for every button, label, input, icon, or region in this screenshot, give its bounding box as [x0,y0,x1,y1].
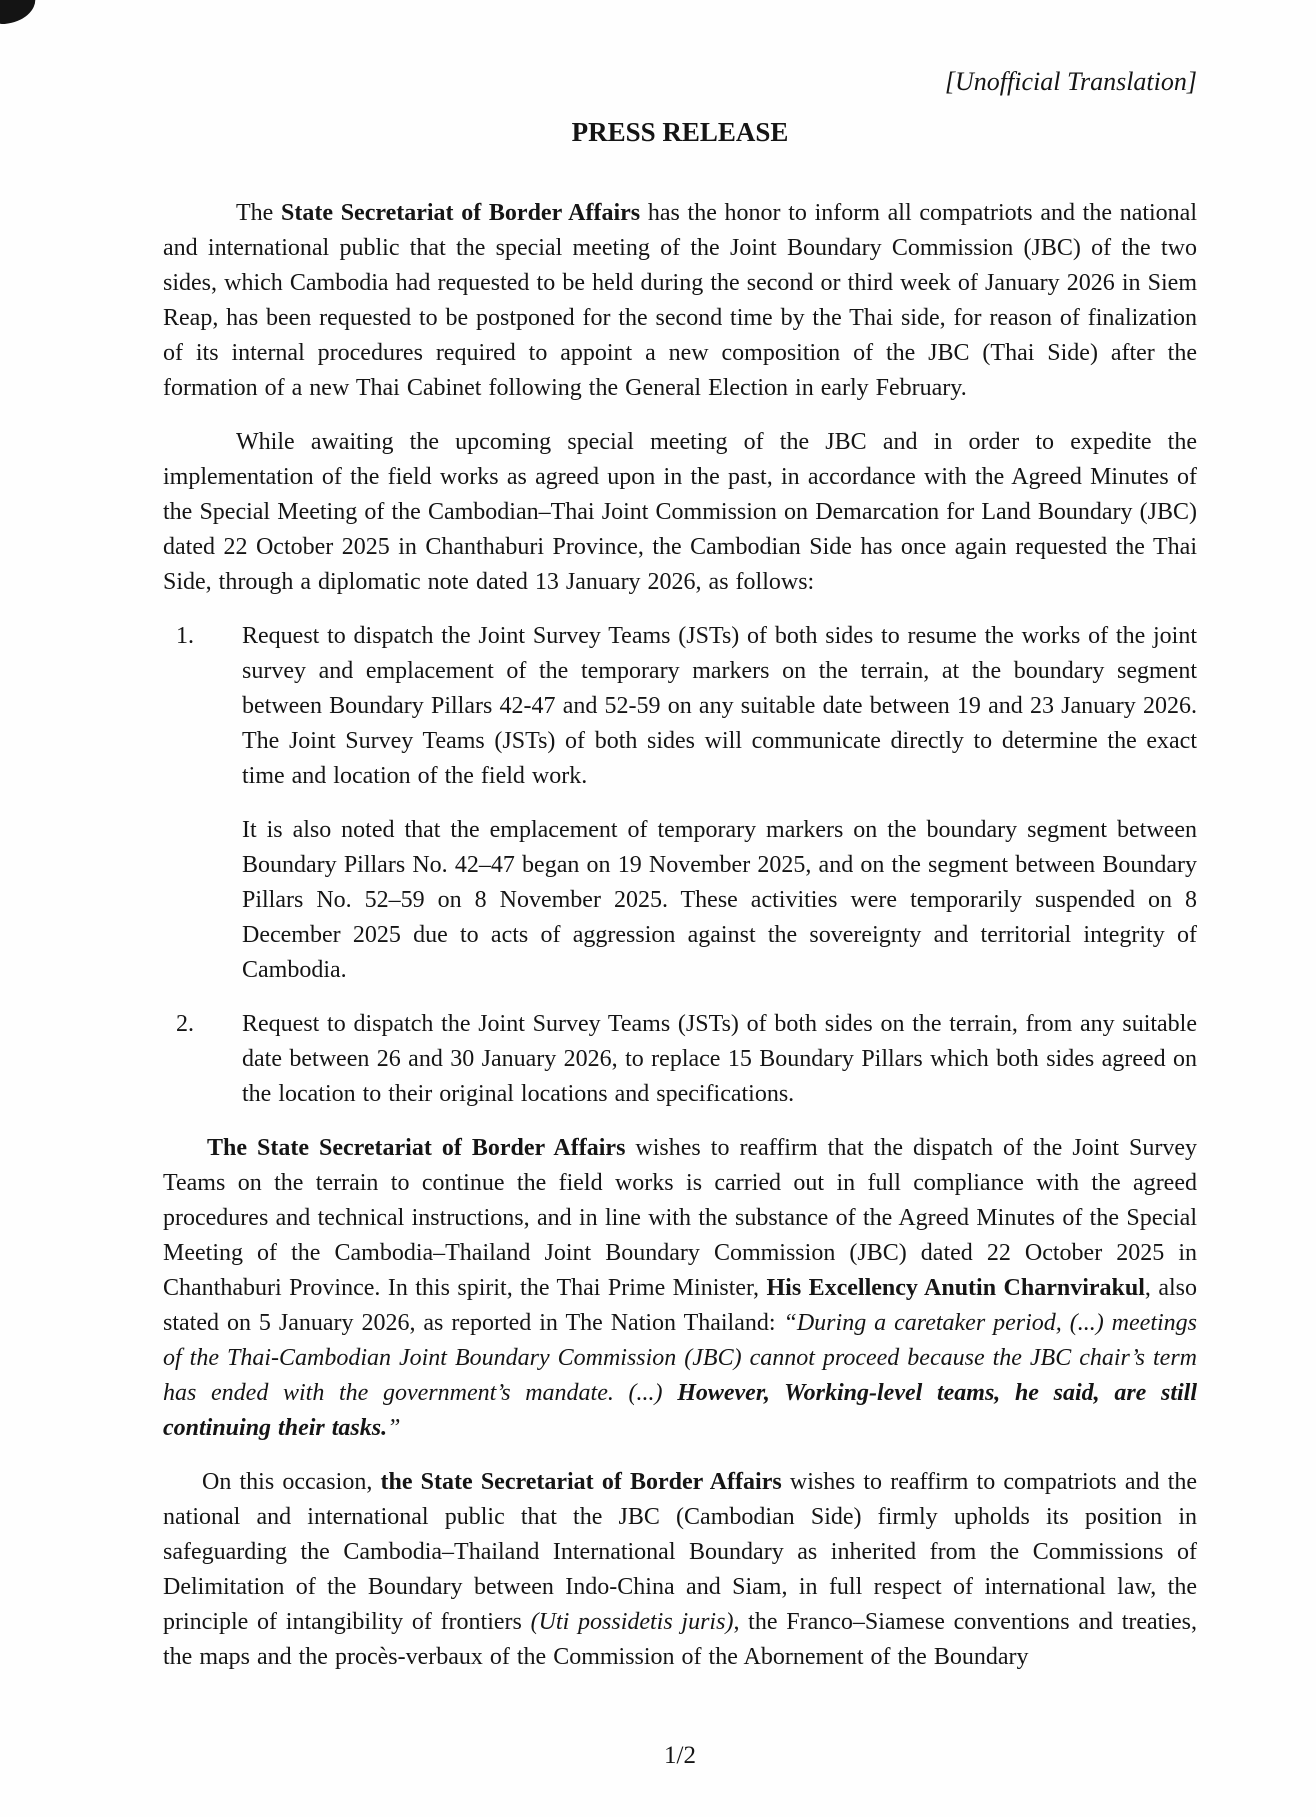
text-run-italic: (Uti possidetis juris) [530,1609,734,1635]
paragraph-reaffirm [163,1131,1197,1446]
text-run: wishes to reaffirm to compatriots and the national and international public that the JBC (Cambodian Side) firmly upholds its position in safeguarding the Cambodia–Thailand International Boundary as inherited from the Commissions of Delimitation of the Boundary between Indo-China and Siam, in full respect of international law, the principle of intangibility of frontiers [163,1469,1198,1635]
text-run: has the honor to inform all compatriots and the national and international public that the special meeting of the Joint Boundary Commission (JBC) of the two sides, which Cambodia had requested to be held during the second or third week of January 2026 in Siem Reap, has been requested to be postponed for the second time by the Thai side, for reason of finalization of its internal procedures required to appoint a new composition of the JBC (Thai Side) after the formation of a new Thai Cabinet following the General Election in early February. [163,200,1198,401]
text-run-bold: State Secretariat of Border Affairs [281,200,641,226]
text-run: , also stated on 5 January 2026, as reported in The Nation Thailand: [163,1275,1197,1336]
list-item-2-text: Request to dispatch the Joint Survey Teams (JSTs) of both sides on the terrain, from any suitable date between 26 and 30 January 2026, to replace 15 Boundary Pillars which both sides agreed on the location to their original locations and specifications. [242,1011,1197,1107]
scan-artifact-corner [0,0,38,25]
paragraph-item-1-note: It is also noted that the emplacement of temporary markers on the boundary segment between Boundary Pillars No. 42–47 began on 19 November 2025, and on the segment between Boundary Pillars No. 52–59 on 8 November 2025. These activities were temporarily suspended on 8 December 2025 due to acts of aggression against the sovereignty and territorial integrity of Cambodia. [242,817,1197,983]
paragraph-requests-preamble: While awaiting the upcoming special meeting of the JBC and in order to expedite the implementation of the field works as agreed upon in the past, in accordance with the Agreed Minutes of the Special Meeting of the Cambodian–Thai Joint Commission on Demarcation for Land Boundary (JBC) dated 22 October 2025 in Chanthaburi Province, the Cambodian Side has once again requested the Thai Side, through a diplomatic note dated 13 January 2026, as follows: [163,429,1197,595]
text-run: wishes to reaffirm that the dispatch of the Joint Survey Teams on the terrain to continue the field works is carried out in full compliance with the agreed procedures and technical instructions, and in line with the substance of the Agreed Minutes of the Special Meeting of the Cambodia–Thailand Joint Boundary Commission (JBC) dated 22 October 2025 in Chanthaburi Province. In this spirit, the Thai Prime Minister, [163,1135,1198,1301]
paragraph-position [163,1465,1197,1675]
translation-note: [Unofficial Translation] [944,67,1197,96]
text-run-bold-italic: However, Working-level teams, he said, are still continuing their tasks. [163,1380,1197,1441]
footer-page-number: 1/2 [664,1742,696,1769]
text-run-bold: His Excellency Anutin Charnvirakul [766,1275,1145,1301]
list-item-1-text: Request to dispatch the Joint Survey Teams (JSTs) of both sides to resume the works of the joint survey and emplacement of the temporary markers on the terrain, at the boundary segment between Boundary Pillars 42-47 and 52-59 on any suitable date between 19 and 23 January 2026. The Joint Survey Teams (JSTs) of both sides will communicate directly to determine the exact time and location of the field work. [242,623,1197,789]
text-run-italic-quote: “During a caretaker period, (...) meetings of the Thai-Cambodian Joint Boundary Commission (JBC) cannot proceed because the JBC chair’s term has ended with the government’s mandate. (...) [163,1310,1197,1406]
document-body [163,0,1197,1675]
text-run: The [236,200,282,226]
page-title: PRESS RELEASE [571,117,789,147]
text-run-bold: the State Secretariat of Border Affairs [380,1469,782,1495]
text-run-closing-quote: ” [387,1415,401,1441]
text-run: , the Franco–Siamese conventions and treaties, the maps and the procès-verbaux of the Commission of the Abornement of the Boundary [163,1609,1197,1670]
list-item-1-number: 1. [176,623,194,649]
text-run-bold: The State Secretariat of Border Affairs [207,1135,626,1161]
list-item-1 [163,619,1197,794]
list-item-2-number: 2. [176,1011,194,1037]
paragraph-intro [163,196,1197,406]
list-item-2 [163,1007,1197,1112]
text-run: On this occasion, [202,1469,381,1495]
